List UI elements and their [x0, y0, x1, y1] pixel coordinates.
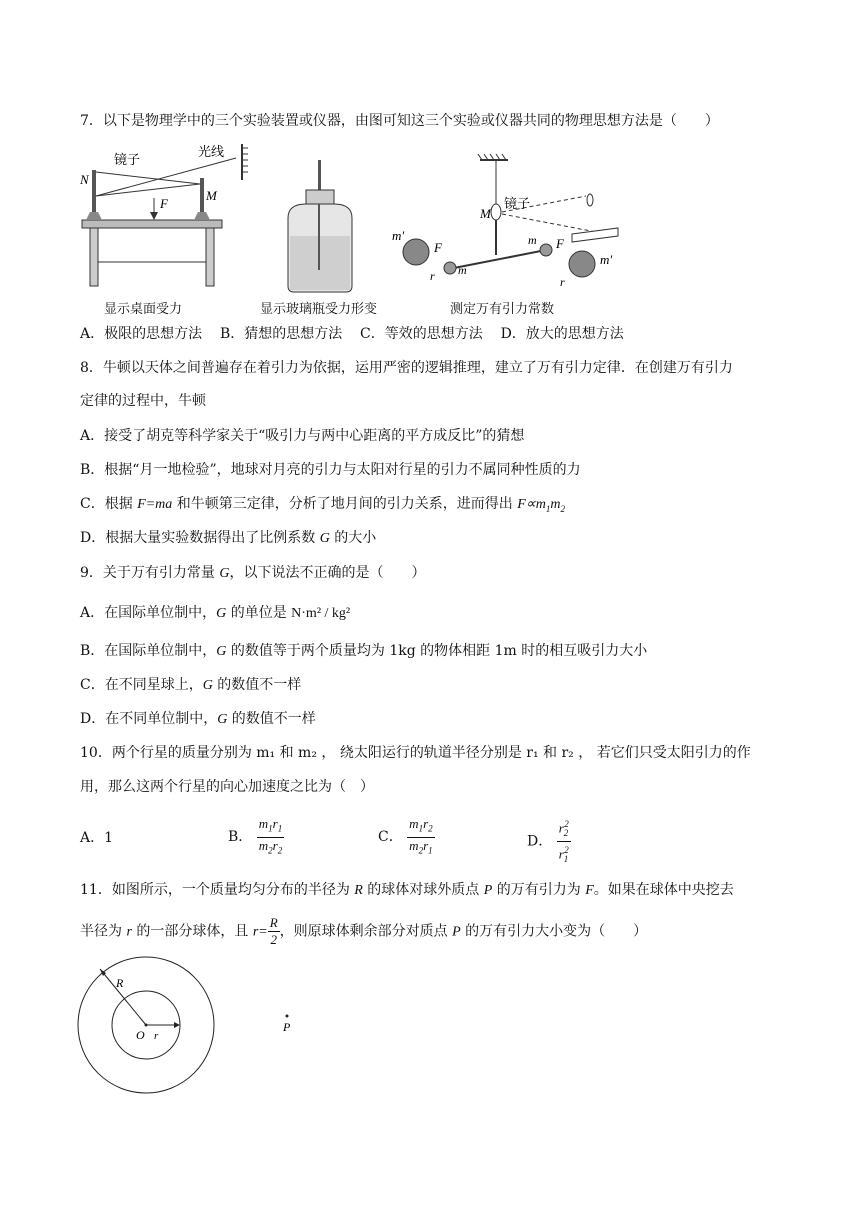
q7-figure	[76, 140, 636, 300]
q8-option-a[interactable]: A．接受了胡克等科学家关于“吸引力与两中心距离的平方成反比”的猜想	[80, 428, 525, 444]
q11-sphere-diagram	[70, 955, 310, 1095]
svg-text:m: m	[528, 233, 537, 247]
q8-stem-line1: 8．牛顿以天体之间普遍存在着引力为依据，运用严密的逻辑推理，建立了万有引力定律．在创建万有引力	[80, 360, 733, 376]
radius-R-label: R	[116, 976, 124, 990]
q7-options	[80, 324, 624, 344]
svg-text:r: r	[430, 269, 435, 283]
torsion-balance-apparatus-icon	[392, 154, 618, 289]
q9-option-c[interactable]: C．在不同星球上，G 的数值不一样	[80, 677, 302, 693]
desk-force-apparatus-icon	[79, 144, 248, 286]
q9-option-a[interactable]: A．在国际单位制中，G 的单位是 N·m² / kg²	[80, 605, 351, 621]
light-label: 光线	[198, 144, 225, 159]
q10-stem-line2: 用，那么这两个行星的向心加速度之比为（ ）	[80, 779, 374, 795]
q8-option-d[interactable]: D．根据大量实验数据得出了比例系数 G 的大小	[80, 530, 377, 546]
caption-desk: 显示桌面受力	[104, 302, 183, 317]
q10-option-c[interactable]: C． $\frac{m_1r_2}{m_2r_1}$	[378, 816, 433, 856]
q8-option-b[interactable]: B．根据“月一地检验”，地球对月亮的引力与太阳对行星的引力不属同种性质的力	[80, 462, 581, 478]
caption-bottle: 显示玻璃瓶受力形变	[260, 302, 378, 317]
svg-text:F: F	[434, 240, 442, 255]
q10-stem-line1: 10．两个行星的质量分别为 m₁ 和 m₂ ， 绕太阳运行的轨道半径分别是 r₁ 和 r₂ ， 若它们只受太阳引力的作	[80, 745, 751, 761]
caption-gravitation: 测定万有引力常数	[450, 302, 555, 317]
svg-text:F: F	[556, 236, 564, 251]
glass-bottle-apparatus-icon	[288, 160, 352, 292]
svg-text:r: r	[560, 275, 565, 289]
mirror-label: 镜子	[114, 152, 141, 167]
q8-option-c[interactable]: C．根据 F=ma 和牛顿第三定律，分析了地月间的引力关系，进而得出 $F\propto m_1m_2$	[80, 496, 565, 514]
radius-r-label: r	[154, 1030, 159, 1042]
svg-text:m′: m′	[392, 228, 405, 243]
q8-stem-line2: 定律的过程中，牛顿	[80, 393, 206, 409]
point-P-dot	[286, 1015, 289, 1018]
svg-text:m′: m′	[600, 252, 613, 267]
q7-option-a[interactable]: A．极限的思想方法	[80, 326, 203, 342]
point-P-label: P	[283, 1020, 291, 1034]
q7-option-c[interactable]: C．等效的思想方法	[360, 326, 483, 342]
svg-text:镜子: 镜子	[504, 196, 531, 211]
q10-option-b[interactable]: B． $\frac{m_1r_1}{m_2r_2}$	[228, 816, 283, 856]
q11-stem-line1: 11．如图所示，一个质量均匀分布的半径为 R 的球体对球外质点 P 的万有引力为 F。如果在球体中央挖去	[80, 882, 734, 898]
q10-option-a[interactable]: A．1	[80, 830, 114, 846]
q7-option-d[interactable]: D．放大的思想方法	[500, 326, 624, 342]
q10-option-d[interactable]: D． $\frac{r_2^2}{r_1^2}$	[527, 816, 571, 867]
q11-stem-line2: 半径为 r 的一部分球体，且 r= $\frac{R}{2}$ ，则原球体剩余部分对质点 P 的万有引力大小变为（ ）	[80, 915, 648, 947]
q7-stem: 7．以下是物理学中的三个实验装置或仪器，由图可知这三个实验或仪器共同的物理思想方法是（ ）	[80, 113, 719, 129]
svg-text:m: m	[458, 263, 467, 277]
center-O-label: O	[136, 1028, 145, 1042]
svg-text:M: M	[206, 188, 217, 203]
q9-option-b[interactable]: B．在国际单位制中，G 的数值等于两个质量均为 1kg 的物体相距 1m 时的相互吸引力大小	[80, 643, 648, 659]
q7-option-b[interactable]: B．猜想的思想方法	[219, 326, 343, 342]
svg-text:M: M	[480, 206, 491, 221]
q9-stem: 9．关于万有引力常量 G，以下说法不正确的是（ ）	[80, 565, 426, 581]
r-equals-R-over-2: $\frac{R}{2}$	[269, 915, 278, 947]
svg-text:F: F	[160, 196, 168, 211]
svg-text:N: N	[80, 172, 89, 187]
q9-option-d[interactable]: D．在不同单位制中，G 的数值不一样	[80, 711, 316, 727]
